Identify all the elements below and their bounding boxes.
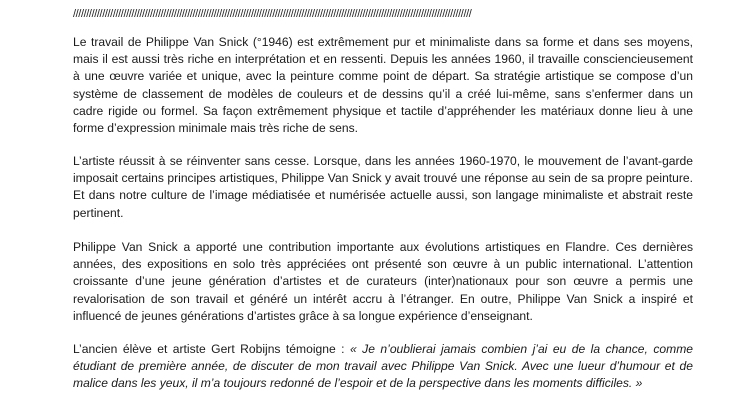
paragraph-contribution: Philippe Van Snick a apporté une contribution importante aux évolutions artistiques en Flandre. Ces dernières années, des expositions en solo très appréciées ont présenté son œuvre à un public international. L’attention croissante d’une jeune génération d’artistes et de curateurs (inter)nationaux pour son œuvre a permis une revalorisation de son travail et généré un intérêt accru à l’étranger. En outre, Philippe Van Snick a inspiré et influencé de jeunes générations d’artistes grâce à sa longue expérience d’enseignant.: [73, 240, 693, 323]
slash-divider: //////////////////////////////////////////////////////////////////////////////////////////////////////////////////////////////////////////////////////: [73, 8, 472, 20]
testimony-quote: « Je n’oublierai jamais combien j’ai eu de la chance, comme étudiant de première année, de discuter de mon travail avec Philippe Van Snick. Avec une lueur d’humour et de malice dans les yeux, il m’a toujours redonné de l’espoir et de la perspective dans les moments difficiles. »: [73, 342, 693, 391]
paragraph-intro: Le travail de Philippe Van Snick (°1946) est extrêmement pur et minimaliste dans sa forme et dans ses moyens, mais il est aussi très riche en interprétation et en ressenti. Depuis les années 1960, il travaille consciencieusement à une œuvre variée et unique, avec la peinture comme point de départ. Sa stratégie artistique se compose d’un système de classement de modèles de couleurs et de dessins qu’il a créé lui-même, sans s’enfermer dans un cadre rigide ou formel. Sa façon extrêmement physique et tactile d’appréhender les matériaux donne lieu à une forme d’expression minimale mais très riche de sens.: [73, 35, 693, 136]
paragraph-testimony: [73, 341, 693, 393]
testimony-intro: L’ancien élève et artiste Gert Robijns témoigne :: [73, 342, 350, 356]
paragraph-reinvention: L’artiste réussit à se réinventer sans cesse. Lorsque, dans les années 1960-1970, le mouvement de l’avant-garde imposait certains principes artistiques, Philippe Van Snick y avait trouvé une réponse au sein de sa propre peinture. Et dans notre culture de l’image médiatisée et numérisée actuelle aussi, son langage minimaliste et abstrait reste pertinent.: [73, 154, 693, 220]
